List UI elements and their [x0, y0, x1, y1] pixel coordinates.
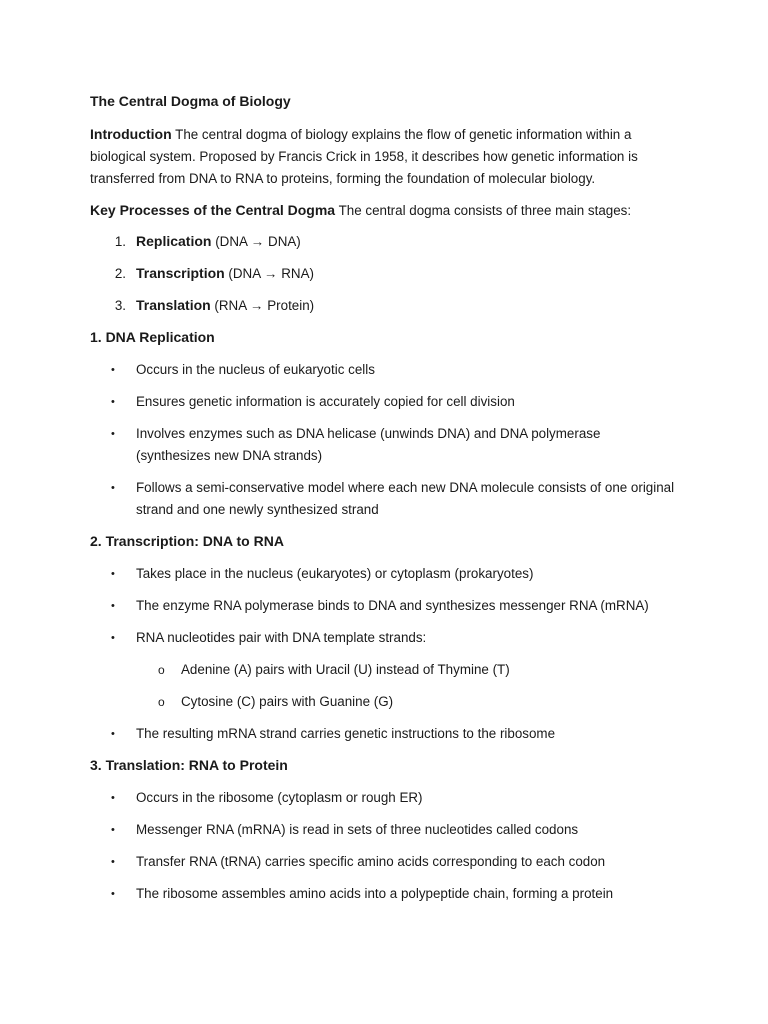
list-item — [136, 265, 314, 281]
process-name: Transcription — [136, 265, 225, 281]
key-processes-heading: Key Processes of the Central Dogma — [90, 202, 336, 218]
key-processes-paragraph — [90, 199, 670, 222]
list-item: Involves enzymes such as DNA helicase (unwinds DNA) and DNA polymerase (synthesizes new DNA strands) — [136, 426, 601, 463]
list-item: The resulting mRNA strand carries genetic instructions to the ribosome — [136, 726, 556, 741]
list-item: Follows a semi-conservative model where each new DNA molecule consists of one original strand and one newly synthesized strand — [136, 480, 675, 517]
bullet-icon: • — [111, 856, 115, 868]
sub-list-item: Adenine (A) pairs with Uracil (U) instead of Thymine (T) — [181, 662, 510, 677]
list-item: Occurs in the ribosome (cytoplasm or rough ER) — [136, 790, 423, 805]
intro-text: The central dogma of biology explains the flow of genetic information within a biological system. Proposed by Francis Crick in 1958, it describes how genetic information is transferred from DNA to RNA to proteins, forming the foundation of molecular biology. — [90, 127, 638, 186]
list-item: RNA nucleotides pair with DNA template strands: — [136, 630, 427, 645]
bullet-icon: • — [111, 888, 115, 900]
list-item: Ensures genetic information is accurately copied for cell division — [136, 394, 515, 409]
process-detail: (DNA → DNA) — [215, 234, 301, 249]
bullet-icon: • — [111, 428, 115, 440]
sub-list-item: Cytosine (C) pairs with Guanine (G) — [181, 694, 394, 709]
process-detail: (DNA → RNA) — [228, 266, 314, 281]
section-heading: 2. Transcription: DNA to RNA — [90, 533, 284, 549]
key-processes-text: The central dogma consists of three main stages: — [338, 203, 632, 218]
bullet-icon: • — [111, 792, 115, 804]
process-detail: (RNA → Protein) — [214, 298, 315, 313]
bullet-icon: • — [111, 364, 115, 376]
list-item: The ribosome assembles amino acids into a polypeptide chain, forming a protein — [136, 886, 614, 901]
page-title: The Central Dogma of Biology — [90, 93, 291, 109]
list-number: 1. — [114, 234, 126, 249]
section-heading: 1. DNA Replication — [90, 329, 215, 345]
list-item: The enzyme RNA polymerase binds to DNA and synthesizes messenger RNA (mRNA) — [136, 598, 649, 613]
list-item: Takes place in the nucleus (eukaryotes) or cytoplasm (prokaryotes) — [136, 566, 534, 581]
list-item — [136, 233, 301, 249]
process-name: Replication — [136, 233, 212, 249]
bullet-icon: • — [111, 824, 115, 836]
sub-bullet-icon: o — [158, 695, 165, 709]
intro-paragraph — [90, 123, 670, 190]
list-number: 3. — [114, 298, 126, 313]
bullet-icon: • — [111, 568, 115, 580]
intro-heading: Introduction — [90, 126, 172, 142]
list-item: Messenger RNA (mRNA) is read in sets of three nucleotides called codons — [136, 822, 579, 837]
list-item: Occurs in the nucleus of eukaryotic cells — [136, 362, 375, 377]
list-item: Transfer RNA (tRNA) carries specific amino acids corresponding to each codon — [136, 854, 606, 869]
list-number: 2. — [114, 266, 126, 281]
bullet-icon: • — [111, 396, 115, 408]
bullet-icon: • — [111, 728, 115, 740]
list-item — [136, 297, 314, 313]
bullet-icon: • — [111, 482, 115, 494]
bullet-icon: • — [111, 600, 115, 612]
sub-bullet-icon: o — [158, 663, 165, 677]
bullet-icon: • — [111, 632, 115, 644]
process-name: Translation — [136, 297, 211, 313]
section-heading: 3. Translation: RNA to Protein — [90, 757, 288, 773]
